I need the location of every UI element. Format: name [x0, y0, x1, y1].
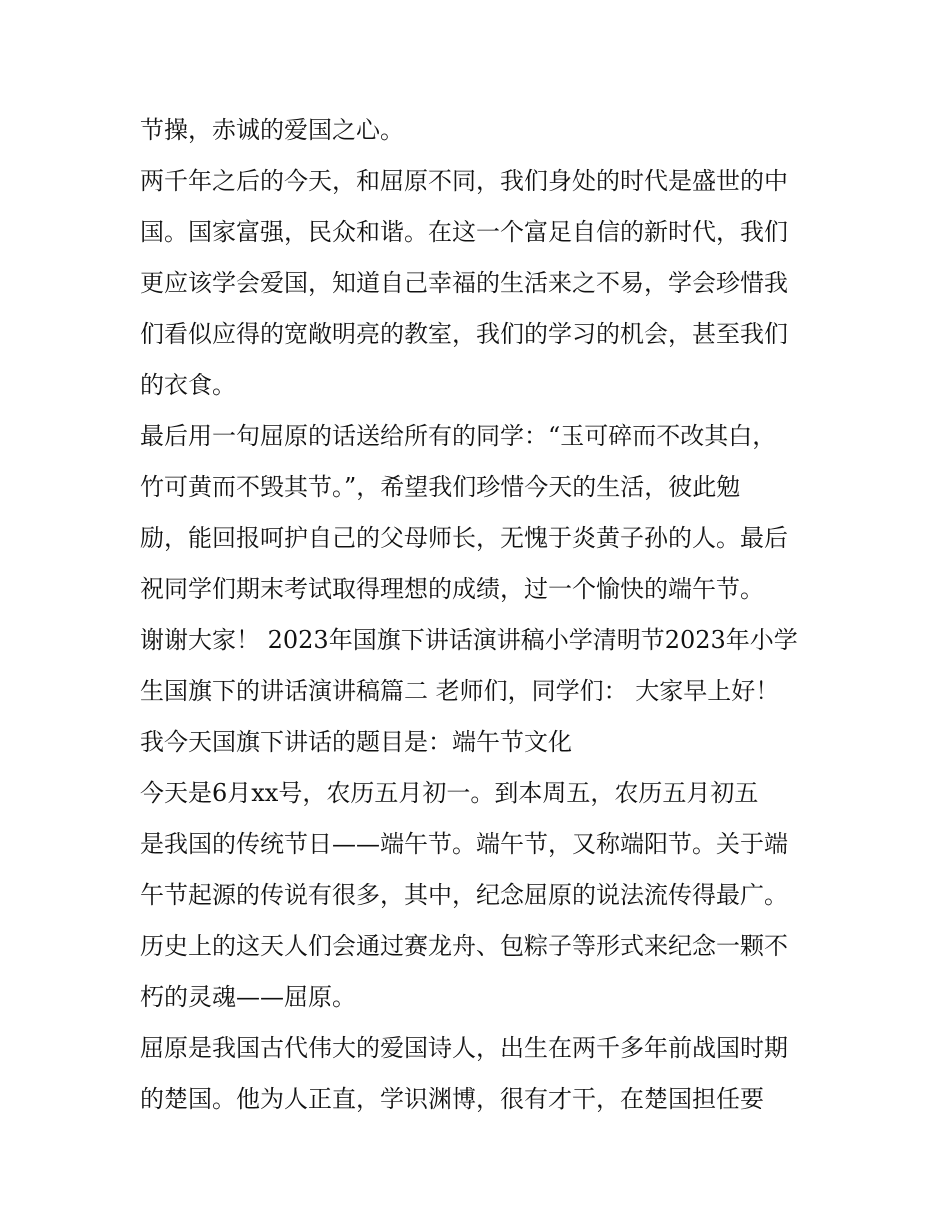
text-line: 的衣食。 — [140, 371, 236, 399]
text-line: 两千年之后的今天，和屈原不同，我们身处的时代是盛世的中 — [140, 167, 788, 195]
text-line: 屈原是我国古代伟大的爱国诗人，出生在两千多年前战国时期 — [140, 1034, 788, 1062]
text-line: 的楚国。他为人正直，学识渊博，很有才干，在楚国担任要 — [140, 1085, 764, 1113]
text-line: 们看似应得的宽敞明亮的教室，我们的学习的机会，甚至我们 — [140, 320, 788, 348]
text-line: 祝同学们期末考试取得理想的成绩，过一个愉快的端午节。 — [140, 575, 764, 603]
document-body — [140, 108, 820, 1128]
text-line: 谢谢大家！ 2023年国旗下讲话演讲稿小学清明节2023年小学 — [140, 626, 798, 654]
text-line: 是我国的传统节日——端午节。端午节，又称端阳节。关于端 — [140, 830, 788, 858]
text-line: 更应该学会爱国，知道自己幸福的生活来之不易，学会珍惜我 — [140, 269, 788, 297]
text-line: 午节起源的传说有很多，其中，纪念屈原的说法流传得最广。 — [140, 881, 788, 909]
text-line: 国。国家富强，民众和谐。在这一个富足自信的新时代，我们 — [140, 218, 788, 246]
text-line: 历史上的这天人们会通过赛龙舟、包粽子等形式来纪念一颗不 — [140, 932, 788, 960]
text-line: 最后用一句屈原的话送给所有的同学：“玉可碎而不改其白， — [140, 422, 777, 450]
text-line: 朽的灵魂——屈原。 — [140, 983, 356, 1011]
text-line: 今天是6月xx号，农历五月初一。到本周五，农历五月初五 — [140, 779, 759, 807]
text-line: 竹可黄而不毁其节。”，希望我们珍惜今天的生活，彼此勉 — [140, 473, 741, 501]
text-line: 生国旗下的讲话演讲稿篇二 老师们，同学们： 大家早上好！ — [140, 677, 780, 705]
text-line: 励，能回报呵护自己的父母师长，无愧于炎黄子孙的人。最后 — [140, 524, 788, 552]
text-line: 我今天国旗下讲话的题目是：端午节文化 — [140, 728, 572, 756]
text-line: 节操，赤诚的爱国之心。 — [140, 116, 404, 144]
